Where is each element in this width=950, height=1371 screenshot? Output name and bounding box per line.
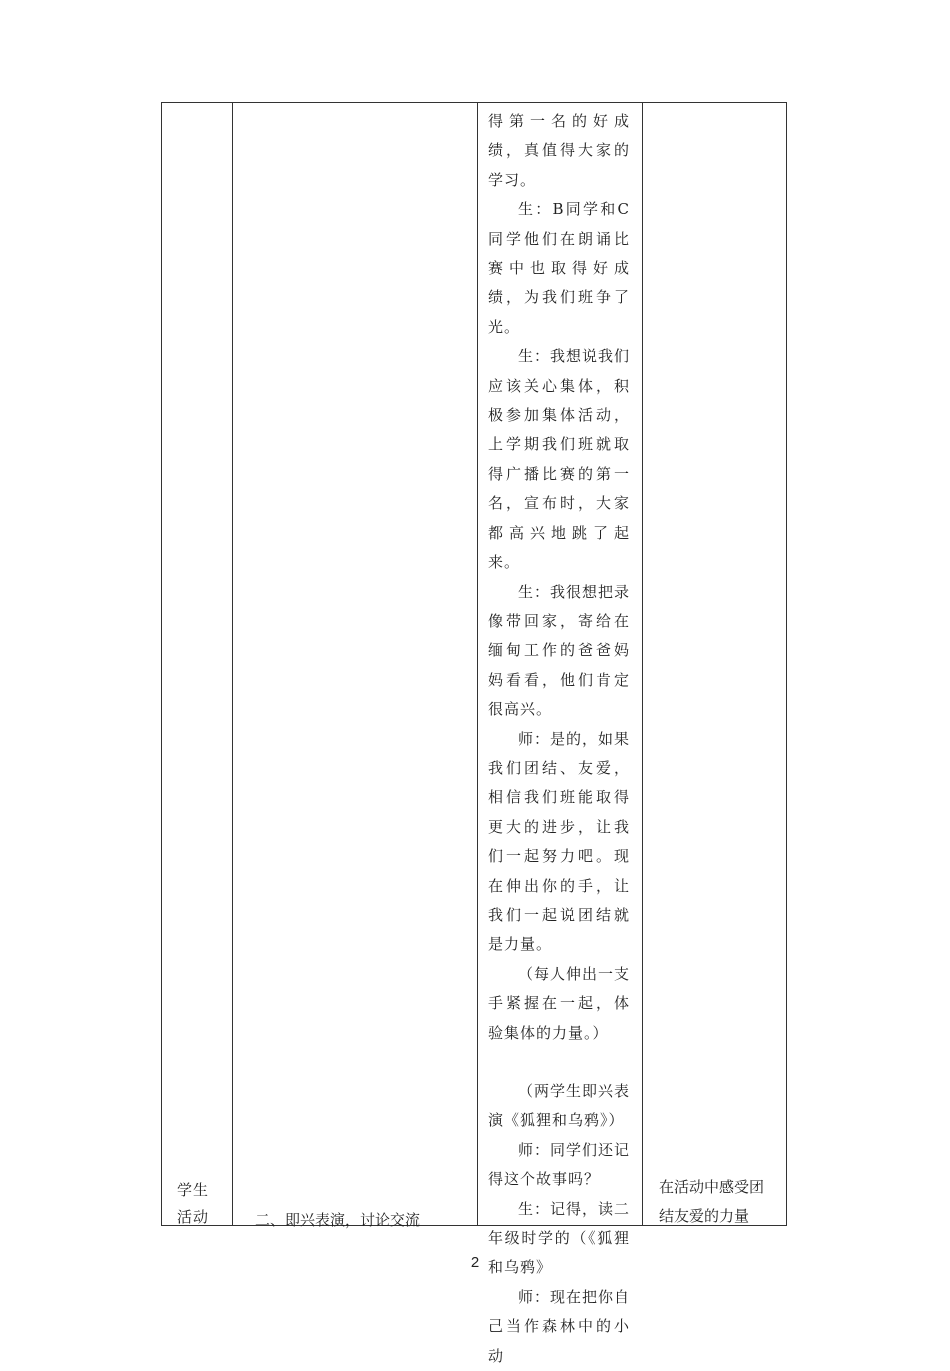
step-title: 二、即兴表演，讨论交流 (255, 1211, 421, 1229)
step-cell (233, 103, 477, 1229)
dialogue-paragraph: 师：是的，如果我们团结、友爱，相信我们班能取得更大的进步，让我们一起努力吧。现在伸出你的手，让我们一起说团结就是力量。 (488, 729, 631, 954)
section-label-line-2: 活动 (177, 1208, 210, 1226)
dialogue-paragraph: 师：现在把你自己当作森林中的小动 (488, 1287, 631, 1365)
section-label (177, 1177, 209, 1231)
dialogue-paragraph: 生：记得，读二年级时学的（《狐狸和乌鸦》 (488, 1199, 631, 1277)
dialogue-paragraph: 生：我很想把录像带回家，寄给在缅甸工作的爸爸妈妈看看，他们肯定很高兴。 (488, 582, 631, 719)
process-cell (478, 103, 642, 1365)
dialogue-paragraph: 得第一名的好成绩，真值得大家的学习。 (488, 112, 630, 189)
section-label-line-1: 学生 (177, 1181, 210, 1199)
process-text (488, 107, 630, 1371)
purpose-cell (643, 103, 786, 1225)
dialogue-paragraph: （两学生即兴表演《狐狸和乌鸦》） (488, 1082, 631, 1130)
dialogue-paragraph: 生：B同学和C同学他们在朗诵比赛中也取得好成绩，为我们班争了光。 (488, 200, 630, 336)
section-label-cell (162, 103, 232, 1225)
purpose-text: 在活动中感受团结友爱的力量 (659, 1178, 765, 1225)
dialogue-paragraph: 生：我想说我们应该关心集体，积极参加集体活动，上学期我们班就取得广播比赛的第一名，宣布时，大家都高兴地跳了起来。 (488, 347, 631, 572)
dialogue-paragraph: （每人伸出一支手紧握在一起，体验集体的力量。） (488, 964, 631, 1042)
page-number: 2 (470, 1254, 480, 1271)
dialogue-paragraph: 师：同学们还记得这个故事吗？ (488, 1140, 631, 1189)
lesson-table (161, 102, 787, 1365)
